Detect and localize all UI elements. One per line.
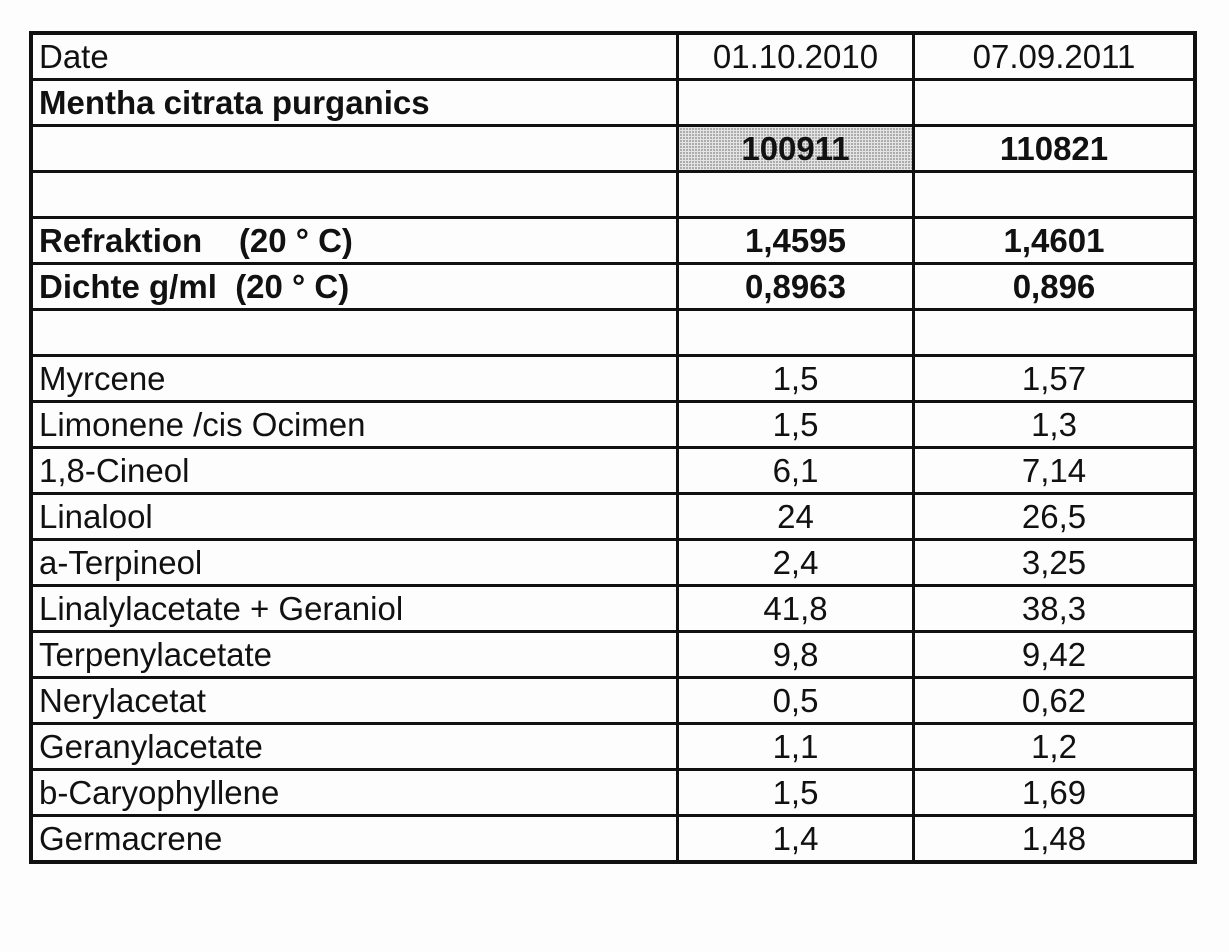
analysis-table — [29, 31, 1197, 864]
product-name: Mentha citrata purganics — [31, 80, 678, 126]
table-row-batch — [31, 126, 1195, 172]
date-col2: 07.09.2011 — [914, 33, 1196, 80]
product-col1 — [678, 80, 914, 126]
component-value-2011: 3,25 — [914, 540, 1196, 586]
component-value-2010: 1,5 — [678, 356, 914, 402]
dichte-label: Dichte g/ml (20 ° C) — [31, 264, 678, 310]
component-name: Limonene /cis Ocimen — [31, 402, 678, 448]
component-name: b-Caryophyllene — [31, 770, 678, 816]
component-name: Germacrene — [31, 816, 678, 863]
table-row — [31, 402, 1195, 448]
table-row-spacer — [31, 172, 1195, 218]
table-row-dichte — [31, 264, 1195, 310]
component-value-2011: 26,5 — [914, 494, 1196, 540]
batch-col2: 110821 — [914, 126, 1196, 172]
spacer-cell — [914, 310, 1196, 356]
refraktion-col1: 1,4595 — [678, 218, 914, 264]
component-value-2010: 1,5 — [678, 402, 914, 448]
component-name: Linalool — [31, 494, 678, 540]
table-row-date — [31, 33, 1195, 80]
batch-col1: 100911 — [678, 126, 914, 172]
table-row — [31, 494, 1195, 540]
spacer-cell — [31, 172, 678, 218]
refraktion-col2: 1,4601 — [914, 218, 1196, 264]
component-value-2011: 0,62 — [914, 678, 1196, 724]
component-value-2010: 24 — [678, 494, 914, 540]
date-label: Date — [31, 33, 678, 80]
component-value-2011: 1,3 — [914, 402, 1196, 448]
spacer-cell — [914, 172, 1196, 218]
component-value-2010: 9,8 — [678, 632, 914, 678]
component-value-2011: 38,3 — [914, 586, 1196, 632]
dichte-col1: 0,8963 — [678, 264, 914, 310]
component-name: a-Terpineol — [31, 540, 678, 586]
table-row — [31, 540, 1195, 586]
table-row-spacer — [31, 310, 1195, 356]
component-value-2011: 9,42 — [914, 632, 1196, 678]
component-value-2011: 1,69 — [914, 770, 1196, 816]
component-value-2010: 1,1 — [678, 724, 914, 770]
table-row — [31, 586, 1195, 632]
refraktion-label: Refraktion (20 ° C) — [31, 218, 678, 264]
table-row — [31, 448, 1195, 494]
component-value-2010: 1,5 — [678, 770, 914, 816]
date-col1: 01.10.2010 — [678, 33, 914, 80]
spacer-cell — [678, 172, 914, 218]
table-row — [31, 724, 1195, 770]
component-name: 1,8-Cineol — [31, 448, 678, 494]
table-row — [31, 678, 1195, 724]
component-value-2010: 1,4 — [678, 816, 914, 863]
component-name: Nerylacetat — [31, 678, 678, 724]
component-value-2010: 2,4 — [678, 540, 914, 586]
table-row — [31, 770, 1195, 816]
component-value-2010: 6,1 — [678, 448, 914, 494]
component-value-2011: 1,2 — [914, 724, 1196, 770]
component-value-2011: 1,48 — [914, 816, 1196, 863]
dichte-col2: 0,896 — [914, 264, 1196, 310]
table-row-product — [31, 80, 1195, 126]
table-row — [31, 816, 1195, 863]
table-row-refraktion — [31, 218, 1195, 264]
component-value-2011: 1,57 — [914, 356, 1196, 402]
component-value-2010: 41,8 — [678, 586, 914, 632]
component-name: Terpenylacetate — [31, 632, 678, 678]
table-row — [31, 632, 1195, 678]
component-name: Linalylacetate + Geraniol — [31, 586, 678, 632]
batch-label — [31, 126, 678, 172]
spacer-cell — [678, 310, 914, 356]
product-col2 — [914, 80, 1196, 126]
component-name: Myrcene — [31, 356, 678, 402]
component-value-2010: 0,5 — [678, 678, 914, 724]
spacer-cell — [31, 310, 678, 356]
table-row — [31, 356, 1195, 402]
component-name: Geranylacetate — [31, 724, 678, 770]
component-value-2011: 7,14 — [914, 448, 1196, 494]
